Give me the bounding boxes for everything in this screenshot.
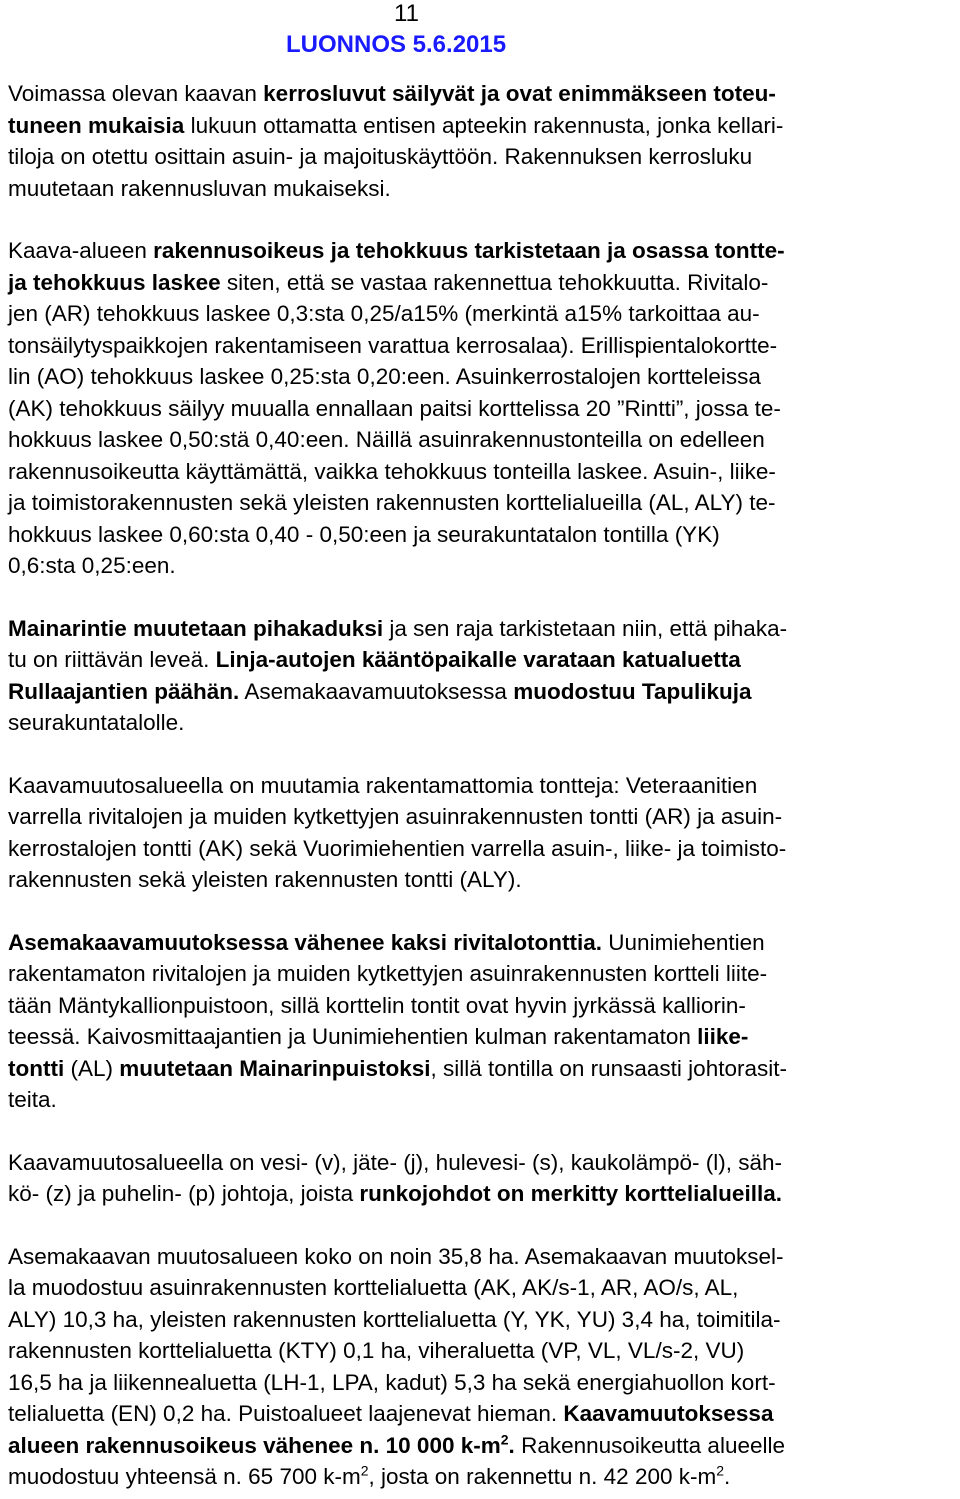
text-run: 0,6:sta 0,25:een. [8,553,176,578]
text-run: tään Mäntykallionpuistoon, sillä korttelin tontit ovat hyvin jyrkässä kalliorin- [8,992,746,1018]
bold-text: muodostuu Tapulikuja [513,678,752,704]
text-run: Asemakaavan muutosalueen koko on noin 35,8 ha. Asemakaavan muutoksel- [8,1243,784,1269]
text-run: lin (AO) tehokkuus laskee 0,25:sta 0,20:een. Asuinkerrostalojen kortteleissa [8,364,761,389]
text-run: tonsäilytyspaikkojen rakentamiseen varattua kerrosalaa). Erillispientalokortte- [8,332,778,358]
text-run: hokkuus laskee 0,50:stä 0,40:een. Näillä asuinrakennustonteilla on edelleen [8,427,765,452]
bold-text: Mainarintie muutetaan pihakaduksi [8,615,384,641]
paragraph-area-summary [8,1241,954,1493]
bold-text: ja tehokkuus laskee [8,269,221,295]
document-body [8,78,954,1493]
text-run: 16,5 ha ja liikennealuetta (LH-1, LPA, kadut) 5,3 ha sekä energiahuollon kort- [8,1369,776,1395]
text-run: siten, että se vastaa rakennettua tehokkuutta. Rivitalo- [220,269,769,295]
superscript: 2 [716,1462,725,1479]
text-run: la muodostuu asuinrakennusten korttelialuetta (AK, AK/s-1, AR, AO/s, AL, [8,1275,739,1300]
text-run: rakentamaton rivitalojen ja muiden kytkettyjen asuinrakennusten kortteli liite- [8,961,768,986]
bold-text: tuneen mukaisia [8,112,185,138]
text-run: rakennusten korttelialuetta (KTY) 0,1 ha, viheraluetta (VP, VL, VL/s-2, VU) [8,1338,745,1363]
paragraph-floor-ratios [8,78,954,204]
text-run: Uunimiehentien [602,929,765,955]
bold-text: liike- [697,1024,749,1049]
bold-text: Linja-autojen kääntöpaikalle varataan katualuetta [215,647,741,672]
text-run: tu on riittävän leveä. [8,647,216,672]
bold-text: kerrosluvut säilyvät ja ovat enimmäkseen toteu- [263,81,776,106]
bold-text: runkojohdot on merkitty korttelialueilla. [359,1181,782,1206]
bold-text: alueen rakennusoikeus vähenee n. 10 000 k-m [8,1432,501,1458]
text-run: varrella rivitalojen ja muiden kytkettyjen asuinrakennusten tontti (AR) ja asuin- [8,804,783,829]
paragraph-mainarintie [8,613,954,739]
text-run: Kaava-alueen [8,238,154,263]
text-run: (AK) tehokkuus säilyy muualla ennallaan paitsi korttelissa 20 ”Rintti”, jossa te- [8,395,781,421]
paragraph-unbuilt-plots [8,770,954,896]
text-run: , sillä tontilla on runsaasti johtorasit- [430,1055,787,1081]
paragraph-building-rights [8,235,954,582]
text-run: muodostuu yhteensä n. 65 700 k-m [8,1464,361,1489]
text-run: lukuun ottamatta entisen apteekin rakennusta, jonka kellari- [184,112,784,138]
text-run: ja toimistorakennusten sekä yleisten rakennusten korttelialueilla (AL, ALY) te- [8,490,776,515]
text-run: rakennusoikeutta käyttämättä, vaikka tehokkuus tonteilla laskee. Asuin-, liike- [8,458,776,484]
text-run: kö- (z) ja puhelin- (p) johtoja, joista [8,1181,360,1206]
text-run: telialuetta (EN) 0,2 ha. Puistoalueet laajenevat hieman. [8,1401,564,1426]
text-run: teita. [8,1087,57,1112]
paragraph-terraced-plots [8,927,954,1116]
page-number: 11 [394,0,419,27]
text-run: , josta on rakennettu n. 42 200 k-m [368,1464,717,1489]
text-run: ja sen raja tarkistetaan niin, että pihaka- [383,615,788,641]
bold-text: rakennusoikeus ja tehokkuus tarkistetaan ja osassa tontte- [153,238,785,263]
text-run: Rakennusoikeutta alueelle [514,1432,785,1458]
superscript: 2 [500,1431,509,1447]
text-run: kerrostalojen tontti (AK) sekä Vuorimiehentien varrella asuin-, liike- ja toimisto- [8,835,787,861]
draft-label: LUONNOS 5.6.2015 [286,31,507,58]
text-run: jen (AR) tehokkuus laskee 0,3:sta 0,25/a15% (merkintä a15% tarkoittaa au- [8,301,760,326]
text-run: . [724,1464,731,1489]
bold-text: Kaavamuutoksessa [563,1401,774,1426]
text-run: muutetaan rakennusluvan mukaiseksi. [8,175,391,201]
bold-text: . [508,1432,515,1458]
text-run: Kaavamuutosalueella on vesi- (v), jäte- (j), hulevesi- (s), kaukolämpö- (l), säh- [8,1149,783,1175]
text-run: Kaavamuutosalueella on muutamia rakentamattomia tontteja: Veteraanitien [8,772,758,798]
text-run: teessä. Kaivosmittaajantien ja Uunimiehentien kulman rakentamaton [8,1024,698,1049]
bold-text: tontti [8,1055,65,1081]
bold-text: Asemakaavamuutoksessa vähenee kaksi rivitalotonttia. [8,929,603,955]
text-run: ALY) 10,3 ha, yleisten rakennusten korttelialuetta (Y, YK, YU) 3,4 ha, toimitila- [8,1306,781,1332]
bold-text: Rullaajantien päähän. [8,678,240,704]
text-run: rakennusten sekä yleisten rakennusten tontti (ALY). [8,867,522,892]
text-run: seurakuntatalolle. [8,710,185,735]
text-run: (AL) [64,1055,120,1081]
text-run: Voimassa olevan kaavan [8,81,264,106]
superscript: 2 [360,1462,369,1479]
paragraph-utility-lines [8,1147,954,1210]
text-run: Asemakaavamuutoksessa [239,678,514,704]
bold-text: muutetaan Mainarinpuistoksi [119,1055,431,1081]
text-run: tiloja on otettu osittain asuin- ja majoituskäyttöön. Rakennuksen kerrosluku [8,144,753,169]
text-run: hokkuus laskee 0,60:sta 0,40 - 0,50:een ja seurakuntatalon tontilla (YK) [8,521,720,547]
